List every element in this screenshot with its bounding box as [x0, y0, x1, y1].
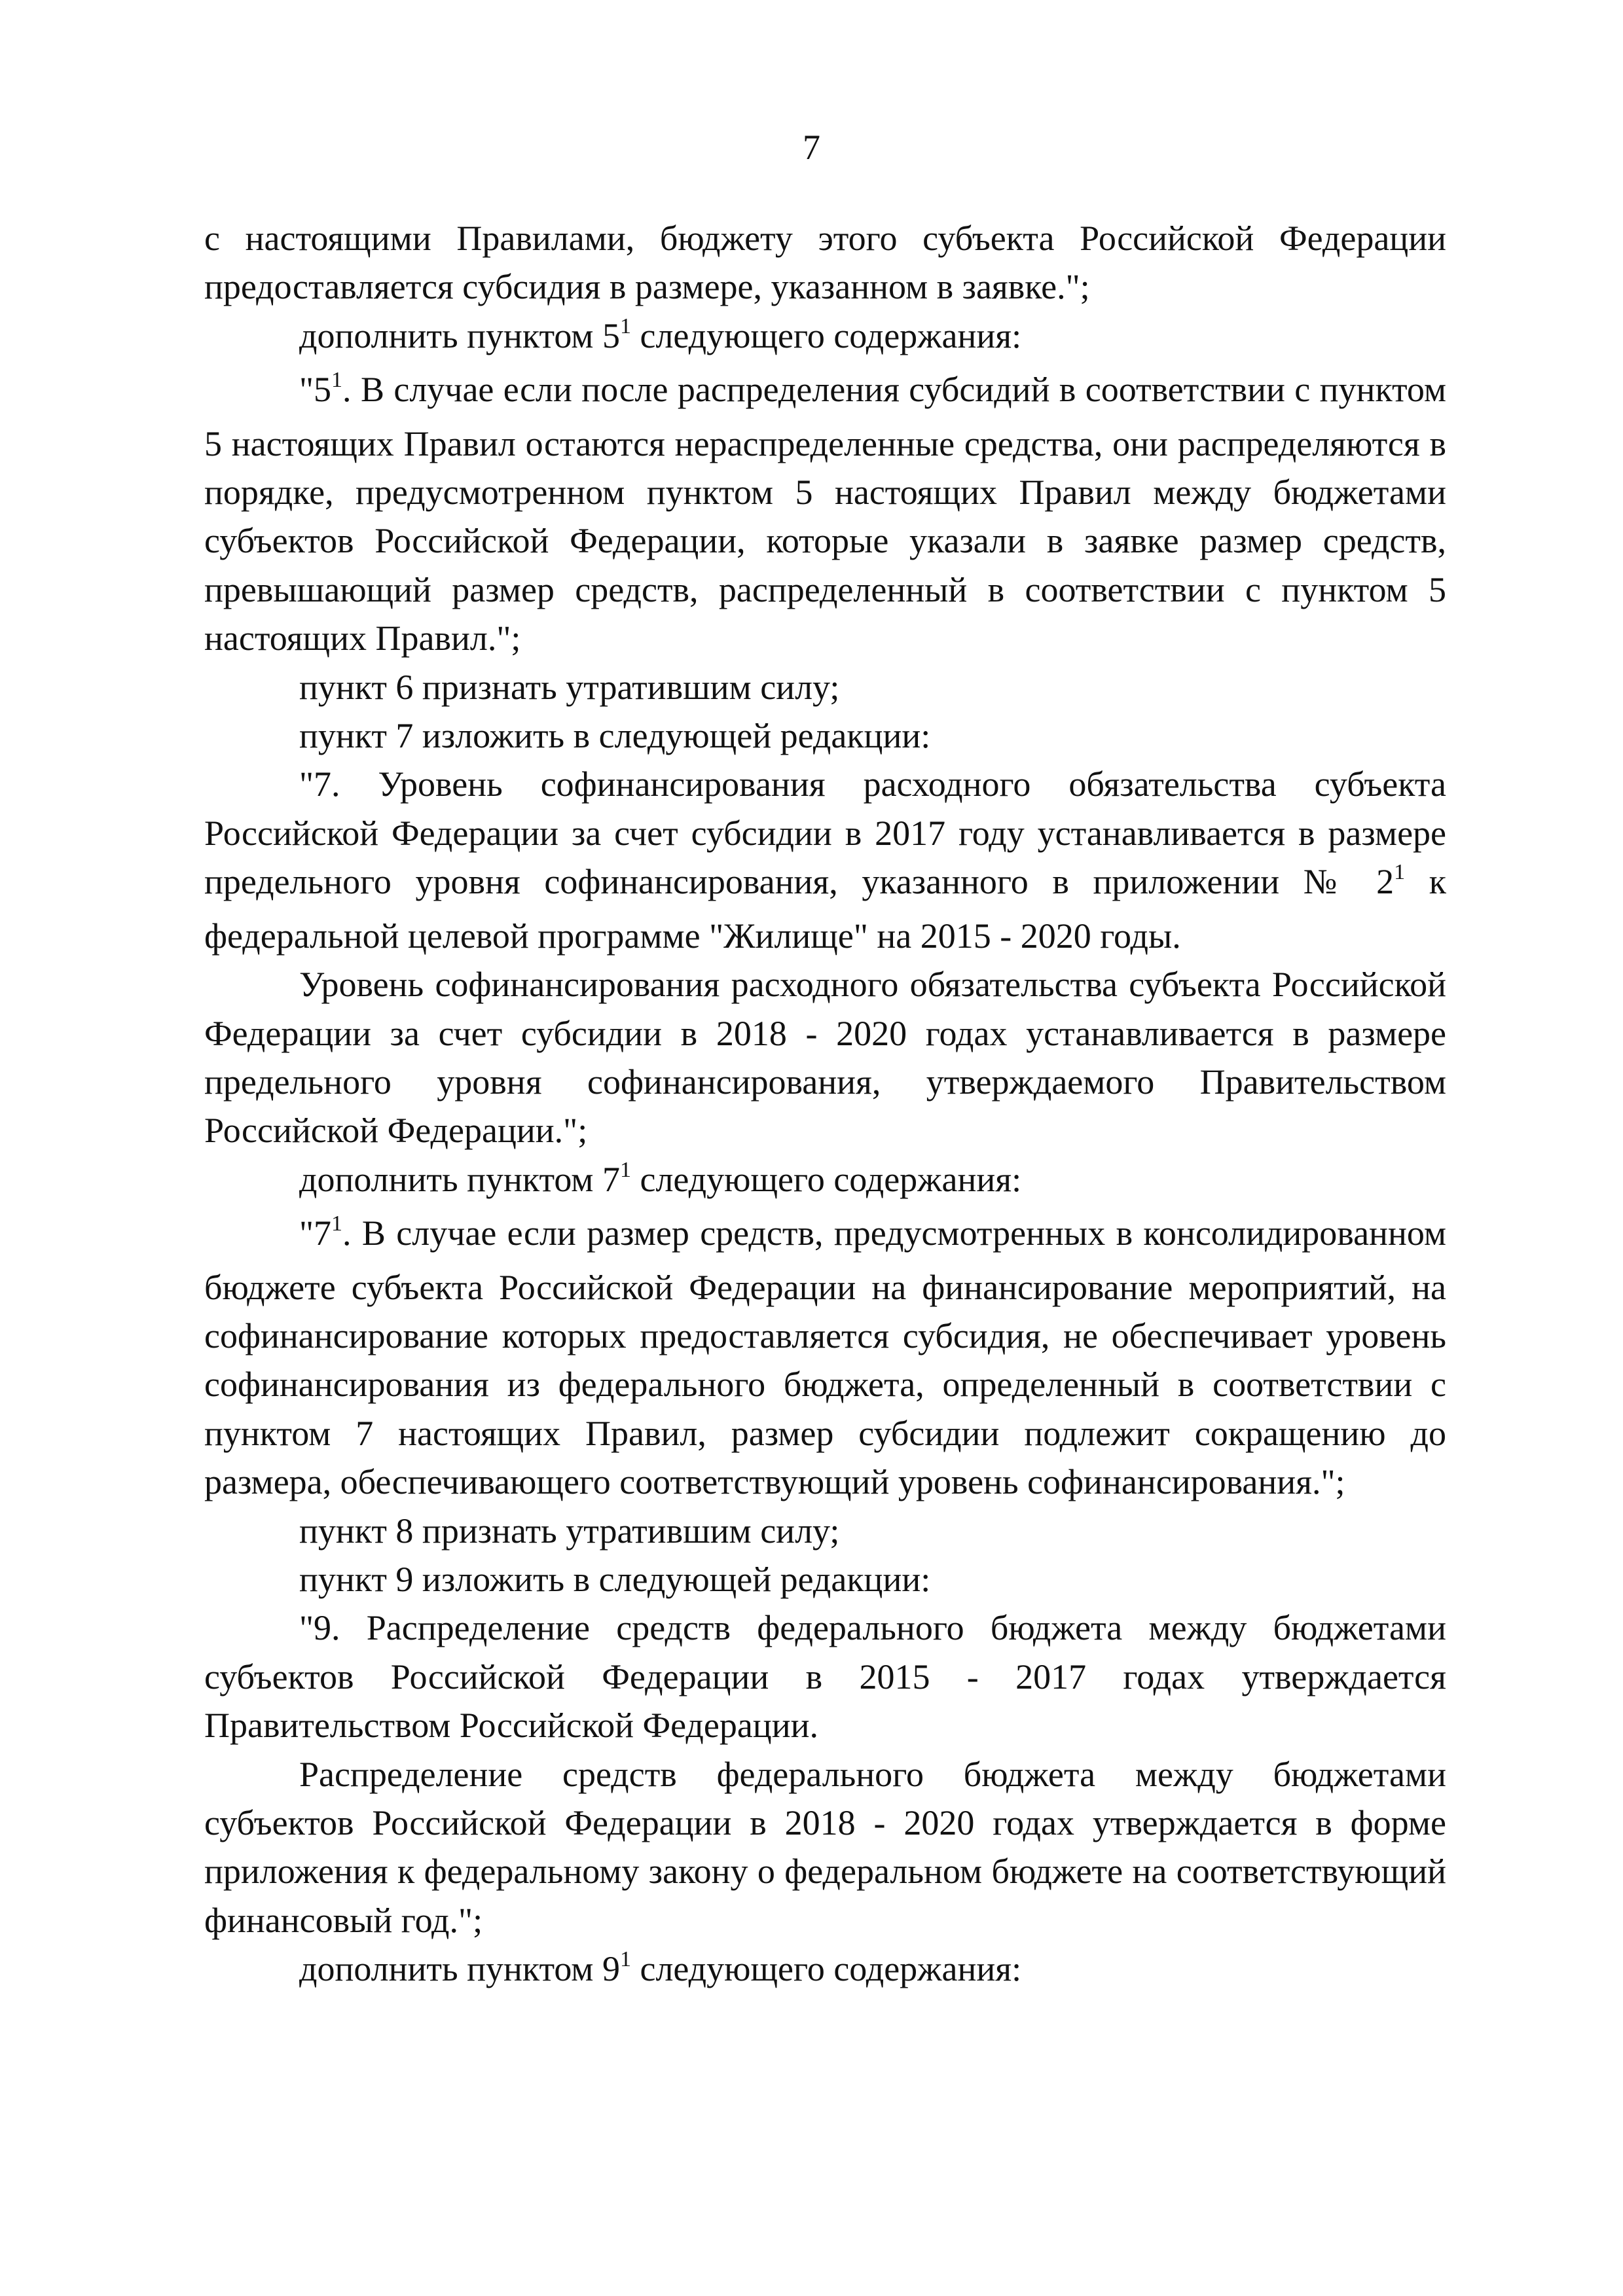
superscript: 1 — [331, 368, 343, 393]
text-run: пункт 8 признать утратившим силу; — [299, 1511, 840, 1551]
paragraph-p1 — [204, 214, 1446, 312]
text-run: . В случае если после распределения субсидий в соответствии с пунктом 5 настоящих Правил остаются нераспределенные средства, они распределяются в порядке, предусмотренном пунктом 5 настоящих Правил между бюджетами субъектов Российской Федерации, которые указали в заявке размер средств, превышающий размер средств, распределенный в соответствии с пунктом 5 настоящих Правил."; — [204, 370, 1446, 658]
paragraph-p8 — [204, 1155, 1446, 1209]
text-run: пункт 7 изложить в следующей редакции: — [299, 716, 931, 756]
text-run: "7 — [299, 1213, 332, 1253]
text-run: Распределение средств федерального бюджета между бюджетами субъектов Российской Федерации в 2018 - 2020 годах утверждается в форме приложения к федеральному закону о федеральном бюджете на соответствующий финансовый год."; — [204, 1754, 1446, 1940]
text-run: следующего содержания: — [630, 315, 1022, 355]
paragraph-p3 — [204, 365, 1446, 662]
paragraph-p11 — [204, 1555, 1446, 1604]
text-run: пункт 9 изложить в следующей редакции: — [299, 1559, 931, 1599]
text-run: "5 — [299, 370, 332, 410]
paragraph-p4 — [204, 663, 1446, 711]
paragraph-p5 — [204, 711, 1446, 760]
text-run: дополнить пунктом 9 — [299, 1949, 620, 1989]
text-run: дополнить пунктом 7 — [299, 1159, 620, 1199]
paragraph-p14 — [204, 1945, 1446, 1998]
page-number: 7 — [803, 128, 820, 167]
text-run: "9. Распределение средств федерального бюджета между бюджетами субъектов Российской Федерации в 2015 - 2017 годах утверждается Правительством Российской Федерации. — [204, 1608, 1446, 1746]
text-run: с настоящими Правилами, бюджету этого субъекта Российской Федерации предоставляется субсидия в размере, указанном в заявке."; — [204, 219, 1446, 307]
paragraph-p2 — [204, 312, 1446, 365]
paragraph-p6 — [204, 760, 1446, 960]
paragraph-p10 — [204, 1507, 1446, 1555]
superscript: 1 — [619, 1157, 631, 1182]
text-run: к федеральной целевой программе "Жилище" на 2015 - 2020 годы. — [204, 862, 1446, 956]
superscript: 1 — [1394, 860, 1406, 885]
text-run: . В случае если размер средств, предусмотренных в консолидированном бюджете субъекта Российской Федерации на финансирование мероприятий, на софинансирование которых предоставляется субсидия, не обеспечивает уровень софинансирования из федерального бюджета, определенный в соответствии с пунктом 7 настоящих Правил, размер субсидии подлежит сокращению до размера, обеспечивающего соответствующий уровень софинансирования."; — [204, 1213, 1446, 1502]
superscript: 1 — [331, 1211, 343, 1236]
paragraph-p12 — [204, 1604, 1446, 1749]
document-body — [204, 214, 1446, 1999]
paragraph-p7 — [204, 960, 1446, 1155]
text-run: "7. Уровень софинансирования расходного обязательства субъекта Российской Федерации за счет субсидии в 2017 году устанавливается в размере предельного уровня софинансирования, указанного в приложении № 2 — [204, 764, 1446, 902]
text-run: Уровень софинансирования расходного обязательства субъекта Российской Федерации за счет субсидии в 2018 - 2020 годах устанавливается в размере предельного уровня софинансирования, утверждаемого Правительством Российской Федерации."; — [204, 965, 1446, 1151]
superscript: 1 — [619, 1947, 631, 1972]
text-run: следующего содержания: — [630, 1949, 1022, 1989]
text-run: пункт 6 признать утратившим силу; — [299, 667, 840, 707]
paragraph-p13 — [204, 1750, 1446, 1945]
text-run: следующего содержания: — [630, 1159, 1022, 1199]
superscript: 1 — [619, 314, 631, 338]
text-run: дополнить пунктом 5 — [299, 315, 620, 355]
paragraph-p9 — [204, 1209, 1446, 1506]
